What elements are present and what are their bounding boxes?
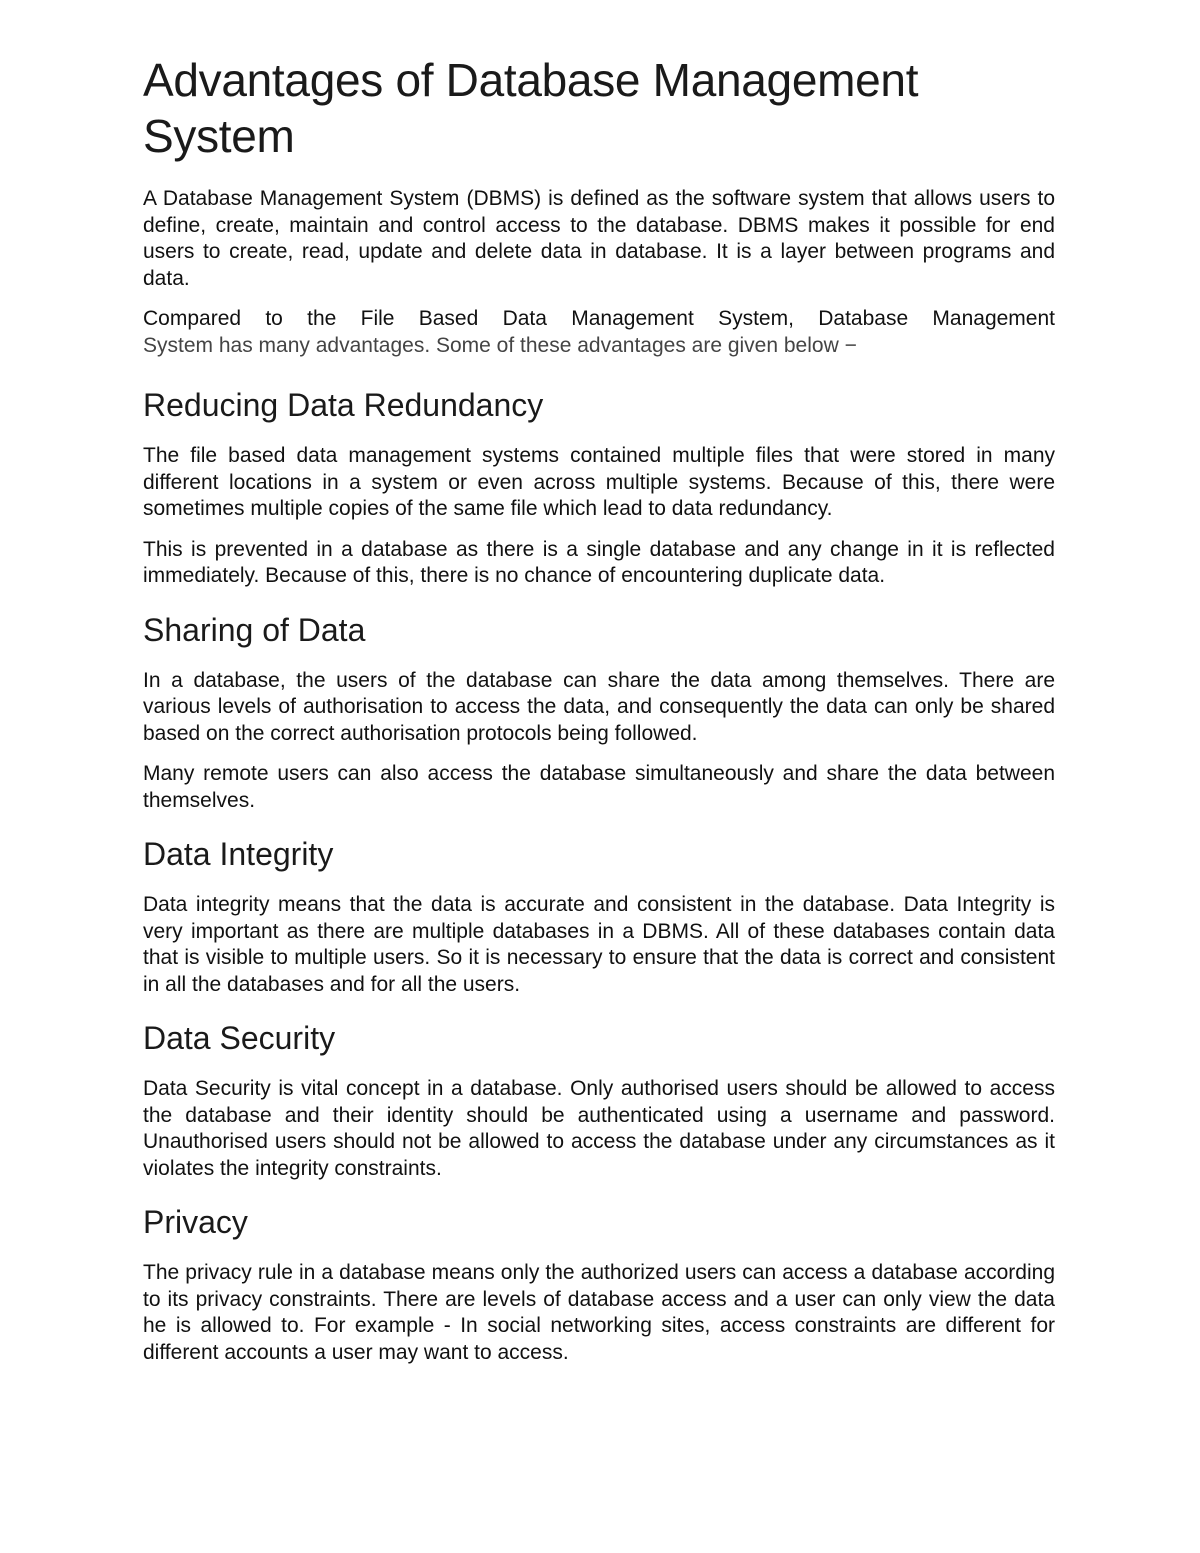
section-heading: Sharing of Data xyxy=(143,611,366,648)
section-paragraph: The privacy rule in a database means only the authorized users can access a database according to its privacy constraints. There are levels of database access and a user can only view the data he is allowed to. For example - In social networking sites, access constraints are different for different accounts a user may want to access. xyxy=(143,1261,1055,1364)
section-paragraph: This is prevented in a database as there is a single database and any change in it is reflected immediately. Because of this, there is no chance of encountering duplicate data. xyxy=(143,537,1055,587)
document-page xyxy=(143,52,1055,1380)
intro-paragraph-1: A Database Management System (DBMS) is defined as the software system that allows users to define, create, maintain and control access to the database. DBMS makes it possible for end users to create, read, update and delete data in database. It is a layer between programs and data. xyxy=(143,187,1055,290)
section-heading: Privacy xyxy=(143,1204,248,1240)
intro-paragraph-2-line-2: System has many advantages. Some of these advantages are given below − xyxy=(143,333,857,357)
section-reducing-data-redundancy xyxy=(143,385,1055,590)
intro-paragraph-2-line-1: Compared to the File Based Data Management System, Database Management xyxy=(143,307,1055,330)
section-paragraph: Data Security is vital concept in a database. Only authorised users should be allowed to access the database and their identity should be authenticated using a username and password. Unauthorised users should not be allowed to access the database under any circumstances as it violates the integrity constraints. xyxy=(143,1077,1055,1180)
page-title: Advantages of Database Management System xyxy=(143,54,919,162)
section-heading: Data Security xyxy=(143,1020,336,1056)
section-sharing-of-data xyxy=(143,610,1055,815)
section-paragraph: In a database, the users of the database can share the data among themselves. There are various levels of authorisation to access the data, and consequently the data can only be shared based on the correct authorisation protocols being followed. xyxy=(143,668,1055,745)
section-paragraph: Data integrity means that the data is accurate and consistent in the database. Data Integrity is very important as there are multiple databases in a DBMS. All of these databases contain data that is visible to multiple users. So it is necessary to ensure that the data is correct and consistent in all the databases and for all the users. xyxy=(143,893,1055,996)
section-privacy xyxy=(143,1202,1055,1366)
section-paragraph: The file based data management systems contained multiple files that were stored in many different locations in a system or even across multiple systems. Because of this, there were sometimes multiple copies of the same file which lead to data redundancy. xyxy=(143,444,1055,520)
section-data-integrity xyxy=(143,834,1055,998)
section-paragraph: Many remote users can also access the database simultaneously and share the data between themselves. xyxy=(143,762,1055,812)
intro-paragraph-2 xyxy=(143,306,1055,359)
section-heading: Reducing Data Redundancy xyxy=(143,387,544,423)
section-heading: Data Integrity xyxy=(143,836,334,872)
section-data-security xyxy=(143,1018,1055,1182)
